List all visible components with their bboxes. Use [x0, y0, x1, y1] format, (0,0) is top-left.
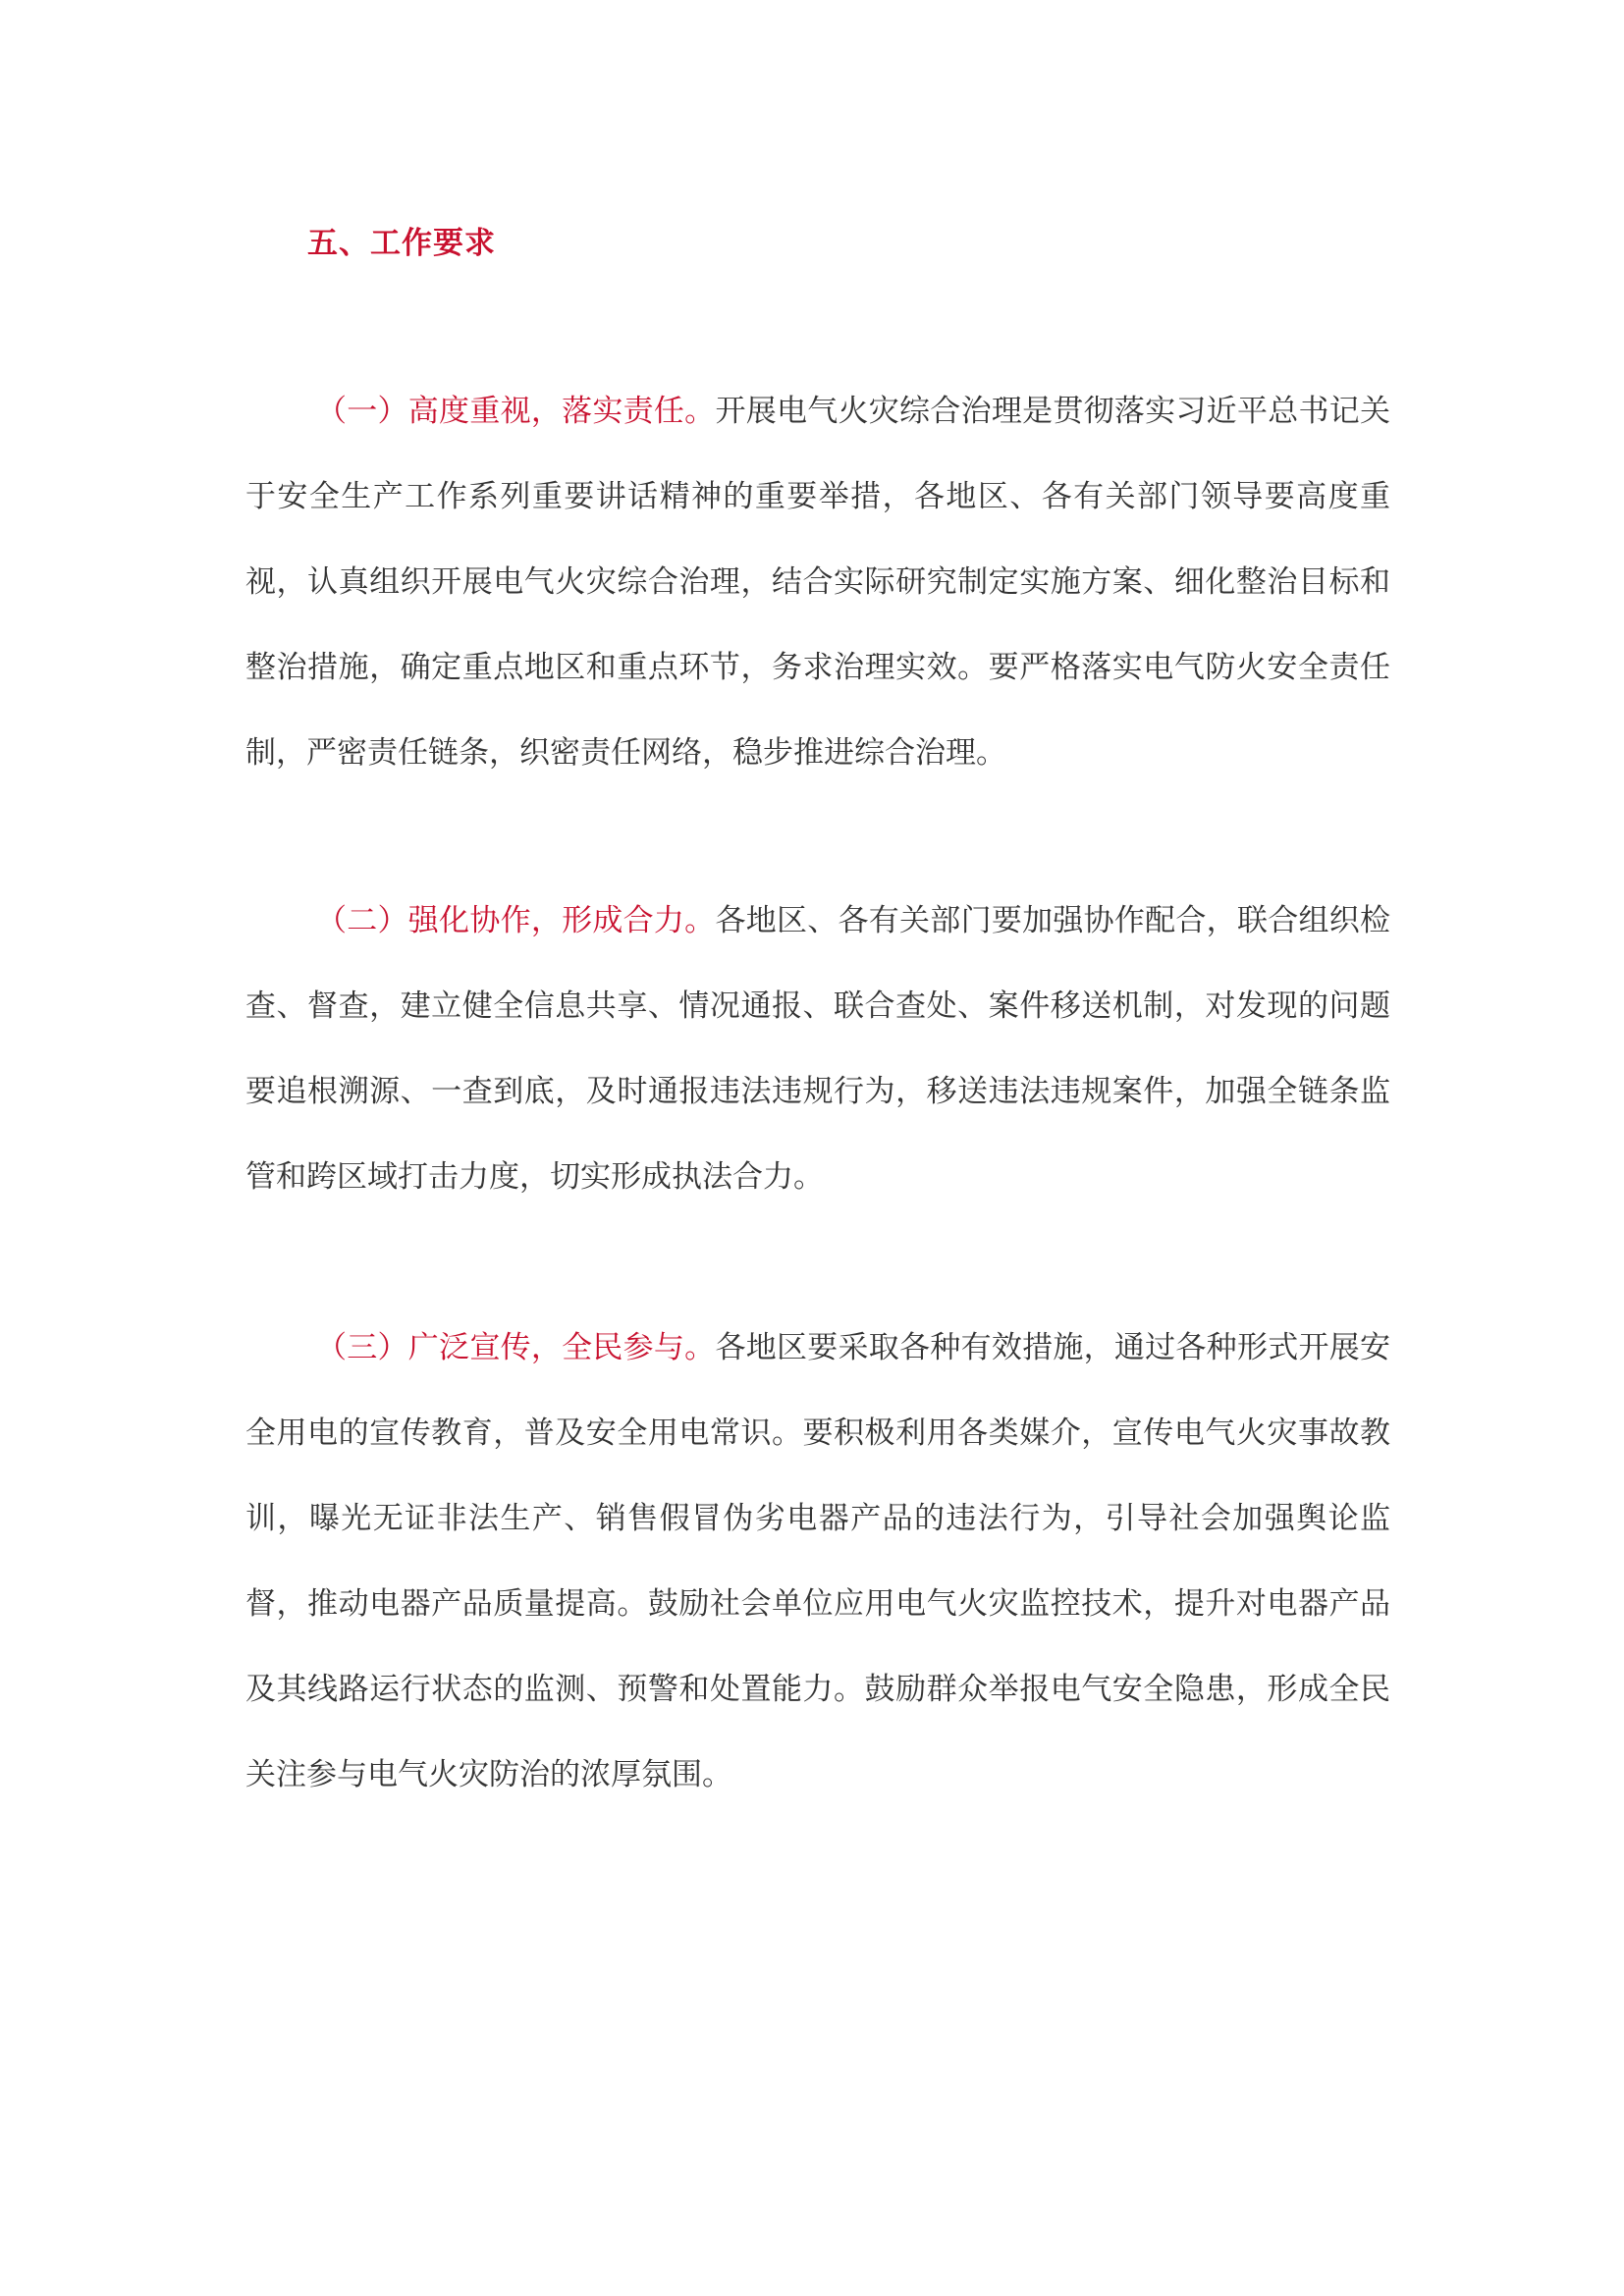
paragraph-3-lead: （三）广泛宣传，全民参与。: [316, 1330, 716, 1365]
paragraph-1-body: 开展电气火灾综合治理是贯彻落实习近平总书记关于安全生产工作系列重要讲话精神的重要举措，各地区、各有关部门领导要高度重视，认真组织开展电气火灾综合治理，结合实际研究制定实施方案、细化整治目标和整治措施，确定重点地区和重点环节，务求治理实效。要严格落实电气防火安全责任制，严密责任链条，织密责任网络，稳步推进综合治理。: [245, 394, 1391, 771]
paragraph-2-body: 各地区、各有关部门要加强协作配合，联合组织检查、督查，建立健全信息共享、情况通报、联合查处、案件移送机制，对发现的问题要追根溯源、一查到底，及时通报违法违规行为，移送违法违规案件，加强全链条监管和跨区域打击力度，切实形成执法合力。: [245, 903, 1391, 1195]
paragraph-3-body: 各地区要采取各种有效措施，通过各种形式开展安全用电的宣传教育，普及安全用电常识。要积极利用各类媒介，宣传电气火灾事故教训，曝光无证非法生产、销售假冒伪劣电器产品的违法行为，引导社会加强舆论监督，推动电器产品质量提高。鼓励社会单位应用电气火灾监控技术，提升对电器产品及其线路运行状态的监测、预警和处置能力。鼓励群众举报电气安全隐患，形成全民关注参与电气火灾防治的浓厚氛围。: [245, 1330, 1391, 1792]
paragraph-1: [245, 369, 1390, 796]
paragraph-2: [245, 879, 1390, 1220]
paragraph-3: [245, 1306, 1390, 1818]
section-heading: 五、工作要求: [307, 226, 496, 261]
paragraph-1-lead: （一）高度重视，落实责任。: [316, 394, 716, 429]
paragraph-2-lead: （二）强化协作，形成合力。: [316, 903, 716, 938]
